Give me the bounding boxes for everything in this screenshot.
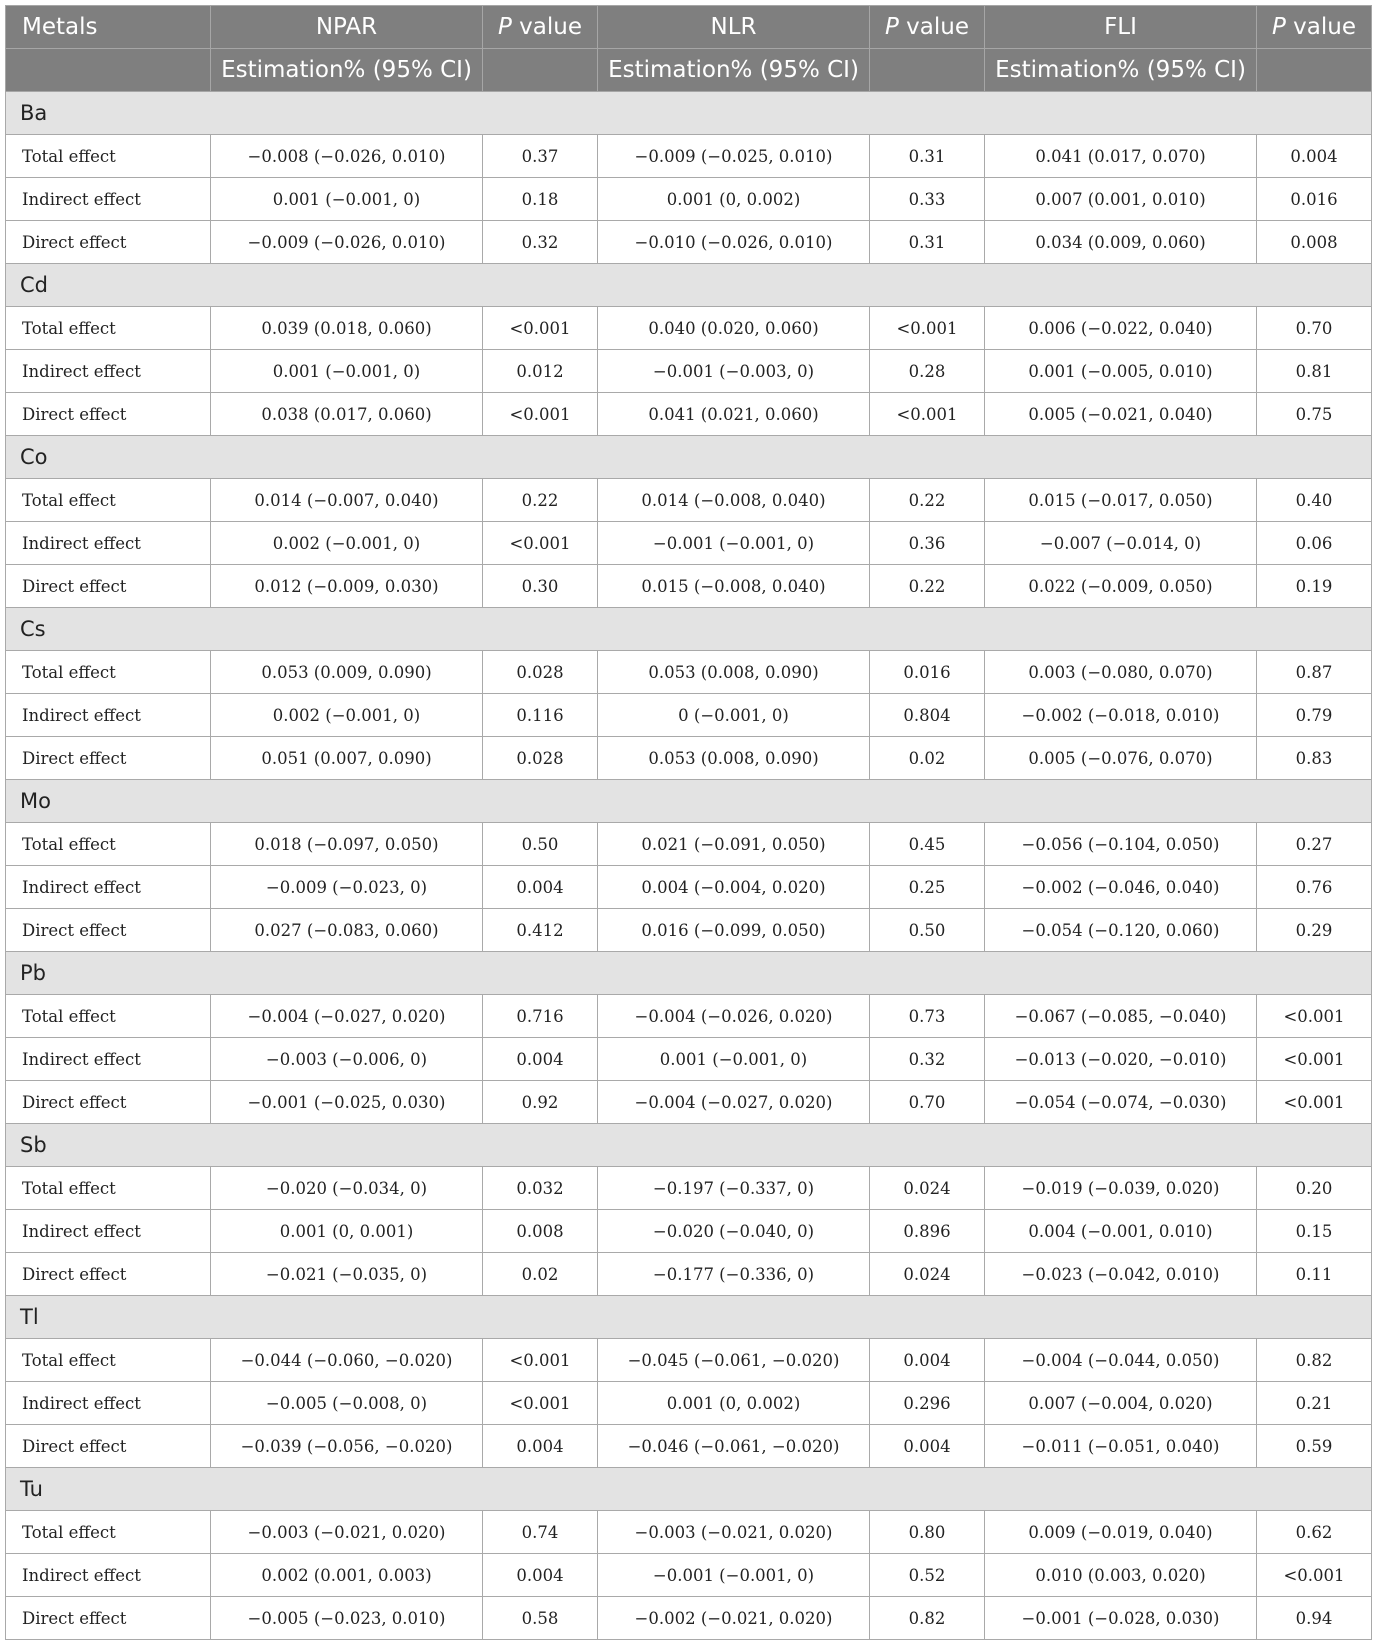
fli-p-value: 0.76 (1257, 866, 1372, 909)
npar-p-value: 0.028 (483, 737, 598, 780)
npar-p-value: <0.001 (483, 1382, 598, 1425)
nlr-p-value: 0.896 (870, 1210, 985, 1253)
metal-name: Sb (6, 1124, 1372, 1167)
npar-p-value: 0.22 (483, 479, 598, 522)
npar-estimate: 0.002 (−0.001, 0) (211, 522, 483, 565)
table-row (6, 1597, 1372, 1640)
row-label: Direct effect (6, 393, 211, 436)
npar-estimate: −0.004 (−0.027, 0.020) (211, 995, 483, 1038)
nlr-estimate: 0.004 (−0.004, 0.020) (598, 866, 870, 909)
metal-name: Mo (6, 780, 1372, 823)
table-row (6, 393, 1372, 436)
fli-p-value: <0.001 (1257, 995, 1372, 1038)
nlr-estimate: −0.045 (−0.061, −0.020) (598, 1339, 870, 1382)
npar-p-value: 0.32 (483, 221, 598, 264)
nlr-estimate: 0.001 (0, 0.002) (598, 1382, 870, 1425)
npar-p-value: 0.004 (483, 1038, 598, 1081)
row-label: Direct effect (6, 1425, 211, 1468)
row-label: Total effect (6, 1167, 211, 1210)
row-label: Direct effect (6, 1253, 211, 1296)
header-nlr: NLR (598, 6, 870, 49)
fli-p-value: 0.40 (1257, 479, 1372, 522)
npar-estimate: 0.001 (−0.001, 0) (211, 350, 483, 393)
npar-estimate: 0.014 (−0.007, 0.040) (211, 479, 483, 522)
metal-group-row (6, 608, 1372, 651)
fli-p-value: 0.21 (1257, 1382, 1372, 1425)
metal-name: Cd (6, 264, 1372, 307)
fli-estimate: −0.013 (−0.020, −0.010) (985, 1038, 1257, 1081)
table-row (6, 307, 1372, 350)
npar-p-value: 0.004 (483, 866, 598, 909)
header-empty (870, 49, 985, 92)
metal-name: Cs (6, 608, 1372, 651)
nlr-p-value: 0.50 (870, 909, 985, 952)
fli-p-value: 0.11 (1257, 1253, 1372, 1296)
fli-estimate: 0.010 (0.003, 0.020) (985, 1554, 1257, 1597)
nlr-estimate: 0.053 (0.008, 0.090) (598, 651, 870, 694)
npar-p-value: 0.004 (483, 1554, 598, 1597)
nlr-p-value: <0.001 (870, 307, 985, 350)
row-label: Direct effect (6, 1081, 211, 1124)
fli-p-value: <0.001 (1257, 1554, 1372, 1597)
fli-p-value: 0.016 (1257, 178, 1372, 221)
nlr-p-value: 0.70 (870, 1081, 985, 1124)
row-label: Total effect (6, 1511, 211, 1554)
npar-estimate: −0.001 (−0.025, 0.030) (211, 1081, 483, 1124)
fli-p-value: 0.59 (1257, 1425, 1372, 1468)
fli-estimate: −0.011 (−0.051, 0.040) (985, 1425, 1257, 1468)
table-row (6, 1038, 1372, 1081)
table-row (6, 178, 1372, 221)
fli-estimate: −0.054 (−0.120, 0.060) (985, 909, 1257, 952)
fli-p-value: 0.15 (1257, 1210, 1372, 1253)
npar-p-value: 0.30 (483, 565, 598, 608)
npar-p-value: 0.58 (483, 1597, 598, 1640)
fli-estimate: 0.005 (−0.076, 0.070) (985, 737, 1257, 780)
row-label: Total effect (6, 651, 211, 694)
fli-p-value: <0.001 (1257, 1081, 1372, 1124)
nlr-p-value: 0.25 (870, 866, 985, 909)
table-header (6, 6, 1372, 92)
header-empty (483, 49, 598, 92)
table-row (6, 737, 1372, 780)
mediation-results-table (5, 5, 1372, 1640)
row-label: Indirect effect (6, 1210, 211, 1253)
npar-estimate: 0.002 (0.001, 0.003) (211, 1554, 483, 1597)
fli-estimate: −0.002 (−0.018, 0.010) (985, 694, 1257, 737)
header-nlr-p-value (870, 6, 985, 49)
row-label: Total effect (6, 1339, 211, 1382)
metal-group-row (6, 92, 1372, 135)
table-row (6, 1382, 1372, 1425)
table-row (6, 823, 1372, 866)
header-npar-estimation: Estimation% (95% CI) (211, 49, 483, 92)
fli-p-value: 0.62 (1257, 1511, 1372, 1554)
header-npar-p-value (483, 6, 598, 49)
row-label: Direct effect (6, 737, 211, 780)
table-row (6, 522, 1372, 565)
table-row (6, 1167, 1372, 1210)
row-label: Total effect (6, 995, 211, 1038)
npar-p-value: 0.012 (483, 350, 598, 393)
npar-p-value: 0.008 (483, 1210, 598, 1253)
metal-name: Tu (6, 1468, 1372, 1511)
nlr-p-value: 0.024 (870, 1167, 985, 1210)
npar-estimate: 0.001 (−0.001, 0) (211, 178, 483, 221)
nlr-p-value: 0.22 (870, 479, 985, 522)
nlr-p-value: 0.31 (870, 135, 985, 178)
npar-p-value: 0.37 (483, 135, 598, 178)
nlr-p-value: 0.45 (870, 823, 985, 866)
fli-p-value: 0.83 (1257, 737, 1372, 780)
row-label: Indirect effect (6, 1038, 211, 1081)
fli-estimate: −0.004 (−0.044, 0.050) (985, 1339, 1257, 1382)
results-table-container (5, 5, 1371, 1640)
npar-estimate: −0.020 (−0.034, 0) (211, 1167, 483, 1210)
npar-estimate: −0.005 (−0.023, 0.010) (211, 1597, 483, 1640)
npar-estimate: 0.018 (−0.097, 0.050) (211, 823, 483, 866)
npar-p-value: 0.74 (483, 1511, 598, 1554)
fli-estimate: −0.056 (−0.104, 0.050) (985, 823, 1257, 866)
metal-group-row (6, 1468, 1372, 1511)
npar-estimate: −0.009 (−0.026, 0.010) (211, 221, 483, 264)
npar-estimate: −0.039 (−0.056, −0.020) (211, 1425, 483, 1468)
nlr-estimate: 0.053 (0.008, 0.090) (598, 737, 870, 780)
header-row-1 (6, 6, 1372, 49)
nlr-estimate: −0.004 (−0.027, 0.020) (598, 1081, 870, 1124)
fli-p-value: 0.004 (1257, 135, 1372, 178)
npar-p-value: 0.028 (483, 651, 598, 694)
npar-p-value: 0.716 (483, 995, 598, 1038)
npar-p-value: 0.116 (483, 694, 598, 737)
fli-estimate: −0.002 (−0.046, 0.040) (985, 866, 1257, 909)
nlr-p-value: 0.73 (870, 995, 985, 1038)
fli-p-value: 0.87 (1257, 651, 1372, 694)
p-value-suffix: value (1285, 14, 1356, 40)
fli-estimate: 0.041 (0.017, 0.070) (985, 135, 1257, 178)
nlr-estimate: −0.009 (−0.025, 0.010) (598, 135, 870, 178)
metal-name: Pb (6, 952, 1372, 995)
fli-estimate: −0.019 (−0.039, 0.020) (985, 1167, 1257, 1210)
nlr-p-value: 0.36 (870, 522, 985, 565)
row-label: Indirect effect (6, 178, 211, 221)
nlr-estimate: −0.002 (−0.021, 0.020) (598, 1597, 870, 1640)
npar-p-value: 0.412 (483, 909, 598, 952)
p-value-suffix: value (898, 14, 969, 40)
table-row (6, 1081, 1372, 1124)
row-label: Indirect effect (6, 1554, 211, 1597)
row-label: Direct effect (6, 221, 211, 264)
npar-p-value: 0.18 (483, 178, 598, 221)
fli-p-value: 0.27 (1257, 823, 1372, 866)
row-label: Indirect effect (6, 350, 211, 393)
nlr-p-value: 0.296 (870, 1382, 985, 1425)
nlr-p-value: 0.80 (870, 1511, 985, 1554)
nlr-estimate: 0.016 (−0.099, 0.050) (598, 909, 870, 952)
fli-estimate: 0.003 (−0.080, 0.070) (985, 651, 1257, 694)
row-label: Direct effect (6, 565, 211, 608)
nlr-estimate: 0.015 (−0.008, 0.040) (598, 565, 870, 608)
metal-name: Ba (6, 92, 1372, 135)
npar-estimate: 0.053 (0.009, 0.090) (211, 651, 483, 694)
table-row (6, 694, 1372, 737)
fli-p-value: 0.82 (1257, 1339, 1372, 1382)
table-row (6, 909, 1372, 952)
header-empty (6, 49, 211, 92)
metal-group-row (6, 952, 1372, 995)
nlr-p-value: 0.004 (870, 1339, 985, 1382)
npar-estimate: 0.051 (0.007, 0.090) (211, 737, 483, 780)
header-fli-p-value (1257, 6, 1372, 49)
nlr-p-value: 0.32 (870, 1038, 985, 1081)
table-row (6, 1425, 1372, 1468)
npar-p-value: <0.001 (483, 307, 598, 350)
header-fli-estimation: Estimation% (95% CI) (985, 49, 1257, 92)
table-row (6, 1554, 1372, 1597)
npar-p-value: <0.001 (483, 1339, 598, 1382)
nlr-estimate: −0.001 (−0.003, 0) (598, 350, 870, 393)
fli-p-value: <0.001 (1257, 1038, 1372, 1081)
fli-estimate: 0.009 (−0.019, 0.040) (985, 1511, 1257, 1554)
nlr-estimate: 0.001 (−0.001, 0) (598, 1038, 870, 1081)
header-empty (1257, 49, 1372, 92)
npar-estimate: 0.001 (0, 0.001) (211, 1210, 483, 1253)
nlr-p-value: 0.804 (870, 694, 985, 737)
header-nlr-estimation: Estimation% (95% CI) (598, 49, 870, 92)
fli-estimate: 0.022 (−0.009, 0.050) (985, 565, 1257, 608)
table-row (6, 1210, 1372, 1253)
fli-estimate: 0.004 (−0.001, 0.010) (985, 1210, 1257, 1253)
nlr-p-value: 0.52 (870, 1554, 985, 1597)
fli-p-value: 0.79 (1257, 694, 1372, 737)
metal-group-row (6, 1296, 1372, 1339)
nlr-p-value: <0.001 (870, 393, 985, 436)
nlr-p-value: 0.31 (870, 221, 985, 264)
header-npar: NPAR (211, 6, 483, 49)
table-row (6, 135, 1372, 178)
nlr-p-value: 0.016 (870, 651, 985, 694)
metal-group-row (6, 1124, 1372, 1167)
nlr-p-value: 0.82 (870, 1597, 985, 1640)
fli-p-value: 0.19 (1257, 565, 1372, 608)
table-row (6, 866, 1372, 909)
fli-estimate: 0.007 (−0.004, 0.020) (985, 1382, 1257, 1425)
table-row (6, 1511, 1372, 1554)
nlr-estimate: −0.020 (−0.040, 0) (598, 1210, 870, 1253)
row-label: Total effect (6, 823, 211, 866)
nlr-p-value: 0.024 (870, 1253, 985, 1296)
fli-estimate: −0.001 (−0.028, 0.030) (985, 1597, 1257, 1640)
npar-estimate: 0.027 (−0.083, 0.060) (211, 909, 483, 952)
row-label: Total effect (6, 307, 211, 350)
nlr-estimate: −0.001 (−0.001, 0) (598, 522, 870, 565)
fli-estimate: 0.006 (−0.022, 0.040) (985, 307, 1257, 350)
nlr-p-value: 0.33 (870, 178, 985, 221)
table-body (6, 92, 1372, 1640)
nlr-estimate: −0.046 (−0.061, −0.020) (598, 1425, 870, 1468)
nlr-p-value: 0.004 (870, 1425, 985, 1468)
row-label: Indirect effect (6, 694, 211, 737)
fli-p-value: 0.94 (1257, 1597, 1372, 1640)
fli-p-value: 0.81 (1257, 350, 1372, 393)
nlr-p-value: 0.02 (870, 737, 985, 780)
npar-estimate: −0.044 (−0.060, −0.020) (211, 1339, 483, 1382)
nlr-estimate: −0.001 (−0.001, 0) (598, 1554, 870, 1597)
metal-group-row (6, 436, 1372, 479)
fli-estimate: −0.054 (−0.074, −0.030) (985, 1081, 1257, 1124)
npar-estimate: −0.003 (−0.021, 0.020) (211, 1511, 483, 1554)
fli-estimate: 0.007 (0.001, 0.010) (985, 178, 1257, 221)
p-italic: P (497, 14, 512, 40)
header-metals: Metals (6, 6, 211, 49)
npar-p-value: 0.02 (483, 1253, 598, 1296)
npar-estimate: −0.008 (−0.026, 0.010) (211, 135, 483, 178)
nlr-estimate: −0.003 (−0.021, 0.020) (598, 1511, 870, 1554)
npar-p-value: 0.92 (483, 1081, 598, 1124)
fli-estimate: 0.015 (−0.017, 0.050) (985, 479, 1257, 522)
nlr-p-value: 0.22 (870, 565, 985, 608)
p-italic: P (1271, 14, 1286, 40)
table-row (6, 479, 1372, 522)
fli-estimate: 0.001 (−0.005, 0.010) (985, 350, 1257, 393)
table-row (6, 221, 1372, 264)
row-label: Total effect (6, 479, 211, 522)
npar-estimate: −0.003 (−0.006, 0) (211, 1038, 483, 1081)
npar-estimate: 0.038 (0.017, 0.060) (211, 393, 483, 436)
nlr-estimate: 0.001 (0, 0.002) (598, 178, 870, 221)
fli-p-value: 0.20 (1257, 1167, 1372, 1210)
npar-estimate: −0.021 (−0.035, 0) (211, 1253, 483, 1296)
fli-p-value: 0.70 (1257, 307, 1372, 350)
fli-estimate: −0.067 (−0.085, −0.040) (985, 995, 1257, 1038)
fli-estimate: −0.007 (−0.014, 0) (985, 522, 1257, 565)
npar-estimate: 0.039 (0.018, 0.060) (211, 307, 483, 350)
header-fli: FLI (985, 6, 1257, 49)
nlr-estimate: −0.177 (−0.336, 0) (598, 1253, 870, 1296)
table-row (6, 1339, 1372, 1382)
fli-p-value: 0.29 (1257, 909, 1372, 952)
header-row-2 (6, 49, 1372, 92)
npar-estimate: 0.002 (−0.001, 0) (211, 694, 483, 737)
nlr-estimate: 0.021 (−0.091, 0.050) (598, 823, 870, 866)
table-row (6, 995, 1372, 1038)
row-label: Indirect effect (6, 866, 211, 909)
nlr-estimate: 0.014 (−0.008, 0.040) (598, 479, 870, 522)
p-value-suffix: value (511, 14, 582, 40)
row-label: Direct effect (6, 1597, 211, 1640)
npar-p-value: 0.032 (483, 1167, 598, 1210)
metal-group-row (6, 780, 1372, 823)
npar-p-value: 0.004 (483, 1425, 598, 1468)
fli-estimate: −0.023 (−0.042, 0.010) (985, 1253, 1257, 1296)
table-row (6, 1253, 1372, 1296)
npar-p-value: 0.50 (483, 823, 598, 866)
table-row (6, 565, 1372, 608)
nlr-estimate: 0.041 (0.021, 0.060) (598, 393, 870, 436)
table-row (6, 350, 1372, 393)
nlr-p-value: 0.28 (870, 350, 985, 393)
table-row (6, 651, 1372, 694)
row-label: Indirect effect (6, 522, 211, 565)
fli-p-value: 0.75 (1257, 393, 1372, 436)
nlr-estimate: 0 (−0.001, 0) (598, 694, 870, 737)
metal-group-row (6, 264, 1372, 307)
npar-estimate: 0.012 (−0.009, 0.030) (211, 565, 483, 608)
row-label: Direct effect (6, 909, 211, 952)
nlr-estimate: −0.004 (−0.026, 0.020) (598, 995, 870, 1038)
nlr-estimate: −0.010 (−0.026, 0.010) (598, 221, 870, 264)
npar-p-value: <0.001 (483, 522, 598, 565)
nlr-estimate: −0.197 (−0.337, 0) (598, 1167, 870, 1210)
p-italic: P (884, 14, 899, 40)
metal-name: Tl (6, 1296, 1372, 1339)
npar-p-value: <0.001 (483, 393, 598, 436)
npar-estimate: −0.009 (−0.023, 0) (211, 866, 483, 909)
row-label: Indirect effect (6, 1382, 211, 1425)
fli-estimate: 0.034 (0.009, 0.060) (985, 221, 1257, 264)
metal-name: Co (6, 436, 1372, 479)
row-label: Total effect (6, 135, 211, 178)
fli-estimate: 0.005 (−0.021, 0.040) (985, 393, 1257, 436)
nlr-estimate: 0.040 (0.020, 0.060) (598, 307, 870, 350)
npar-estimate: −0.005 (−0.008, 0) (211, 1382, 483, 1425)
fli-p-value: 0.06 (1257, 522, 1372, 565)
fli-p-value: 0.008 (1257, 221, 1372, 264)
